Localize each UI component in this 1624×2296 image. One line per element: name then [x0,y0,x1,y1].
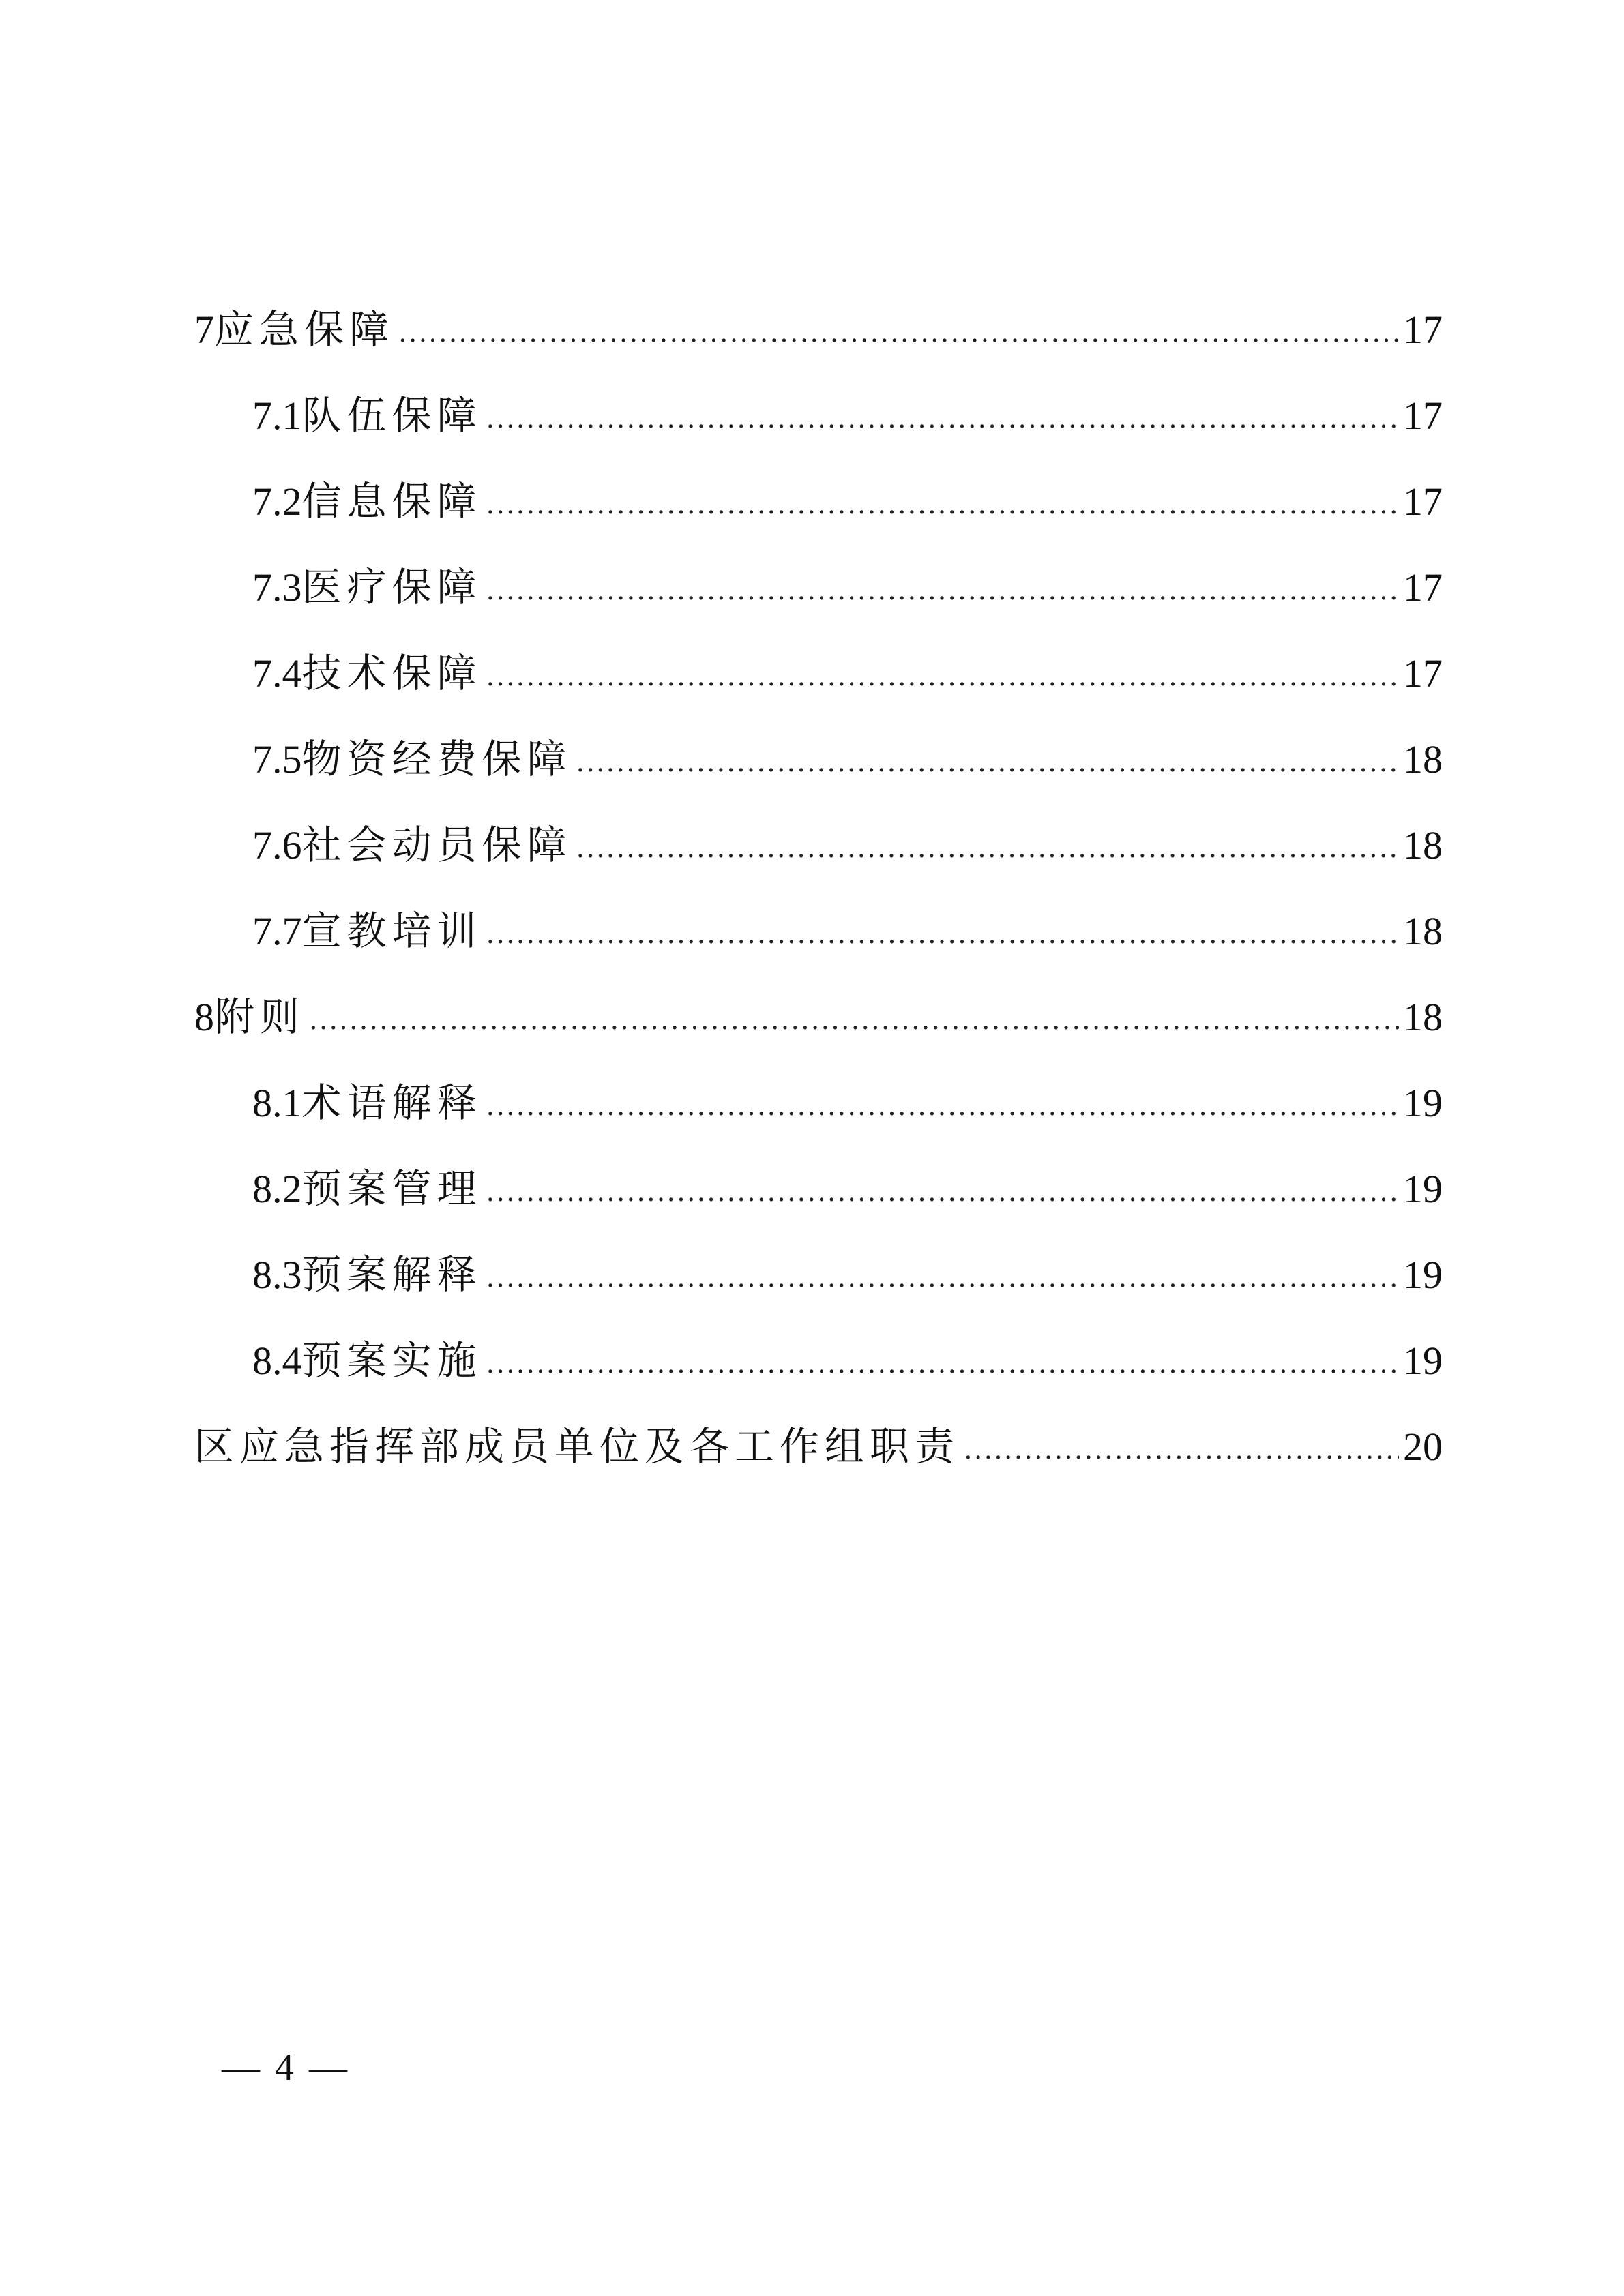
toc-entry-number: 7.4 [252,651,302,696]
toc-entry-page: 18 [1403,909,1443,953]
toc-entry-title: 队伍保障 [301,392,482,438]
toc-entry-page: 19 [1403,1339,1443,1383]
toc-dot-leader [486,1321,1399,1407]
toc-dot-leader [486,633,1399,719]
toc-entry-title: 宣教培训 [301,908,482,954]
toc-entry[interactable] [194,544,1443,630]
toc-dot-leader [486,548,1399,633]
toc-entry[interactable] [194,1060,1443,1146]
toc-entry[interactable] [194,286,1443,372]
toc-entry-number: 7.7 [252,909,302,953]
toc-entry-title: 社会动员保障 [301,822,572,868]
toc-entry-title: 物资经费保障 [301,736,572,782]
toc-entry[interactable] [194,1403,1443,1489]
toc-dot-leader [486,462,1399,548]
toc-entry-number: 8.1 [252,1081,302,1125]
toc-entry-number: 8.2 [252,1167,302,1211]
toc-entry[interactable] [194,802,1443,888]
toc-entry-title: 附则 [214,994,305,1040]
toc-entry-title: 信息保障 [301,478,482,524]
toc-entry-title: 预案解释 [301,1251,482,1298]
toc-entry[interactable] [194,458,1443,544]
toc-dot-leader [486,1235,1399,1321]
footer-dash-left: — [222,2046,260,2089]
toc-entry[interactable] [194,1317,1443,1403]
toc-dot-leader [398,290,1399,376]
toc-entry-page: 17 [1403,308,1443,352]
toc-entry[interactable] [194,630,1443,716]
toc-entry-number: 7 [194,308,214,352]
toc-entry-page: 20 [1403,1425,1443,1469]
toc-entry[interactable] [194,372,1443,458]
toc-entry-title: 应急保障 [214,306,395,353]
toc-entry[interactable] [194,1232,1443,1317]
toc-entry-title: 预案管理 [301,1165,482,1212]
toc-entry[interactable] [194,888,1443,974]
toc-entry-page: 17 [1403,565,1443,610]
toc-entry-title: 预案实施 [301,1337,482,1384]
page-footer [222,2046,347,2089]
toc-dot-leader [576,719,1399,805]
toc-entry-page: 17 [1403,651,1443,696]
toc-entry-title: 医疗保障 [301,564,482,610]
toc-entry-number: 8 [194,995,214,1039]
footer-page-number: 4 [275,2046,294,2089]
toc-dot-leader [486,376,1399,462]
toc-entry-page: 18 [1403,737,1443,781]
toc-entry-page: 17 [1403,479,1443,524]
toc-entry-number: 8.4 [252,1339,302,1383]
toc-entry-page: 19 [1403,1167,1443,1211]
toc-dot-leader [576,805,1399,891]
toc-dot-leader [486,891,1399,977]
toc-dot-leader [964,1407,1399,1493]
toc-entry-page: 19 [1403,1081,1443,1125]
toc-entry[interactable] [194,974,1443,1060]
toc-entry-title: 技术保障 [301,650,482,696]
toc-entry-number: 7.1 [252,393,302,438]
toc-dot-leader [309,977,1399,1063]
toc-entry-number: 7.3 [252,565,302,610]
toc-entry-number: 7.2 [252,479,302,524]
toc-dot-leader [486,1149,1399,1235]
toc-entry-number: 8.3 [252,1253,302,1297]
toc-entry-page: 18 [1403,995,1443,1039]
toc-entry-page: 19 [1403,1253,1443,1297]
toc-entry[interactable] [194,1146,1443,1232]
table-of-contents [194,286,1443,1489]
toc-entry-page: 18 [1403,823,1443,867]
toc-entry-title: 区应急指挥部成员单位及各工作组职责 [194,1423,960,1470]
footer-dash-right: — [309,2046,347,2089]
toc-entry-number: 7.6 [252,823,302,867]
toc-entry-number: 7.5 [252,737,302,781]
toc-dot-leader [486,1063,1399,1149]
toc-entry-title: 术语解释 [301,1079,482,1126]
toc-entry-page: 17 [1403,393,1443,438]
toc-entry[interactable] [194,716,1443,802]
